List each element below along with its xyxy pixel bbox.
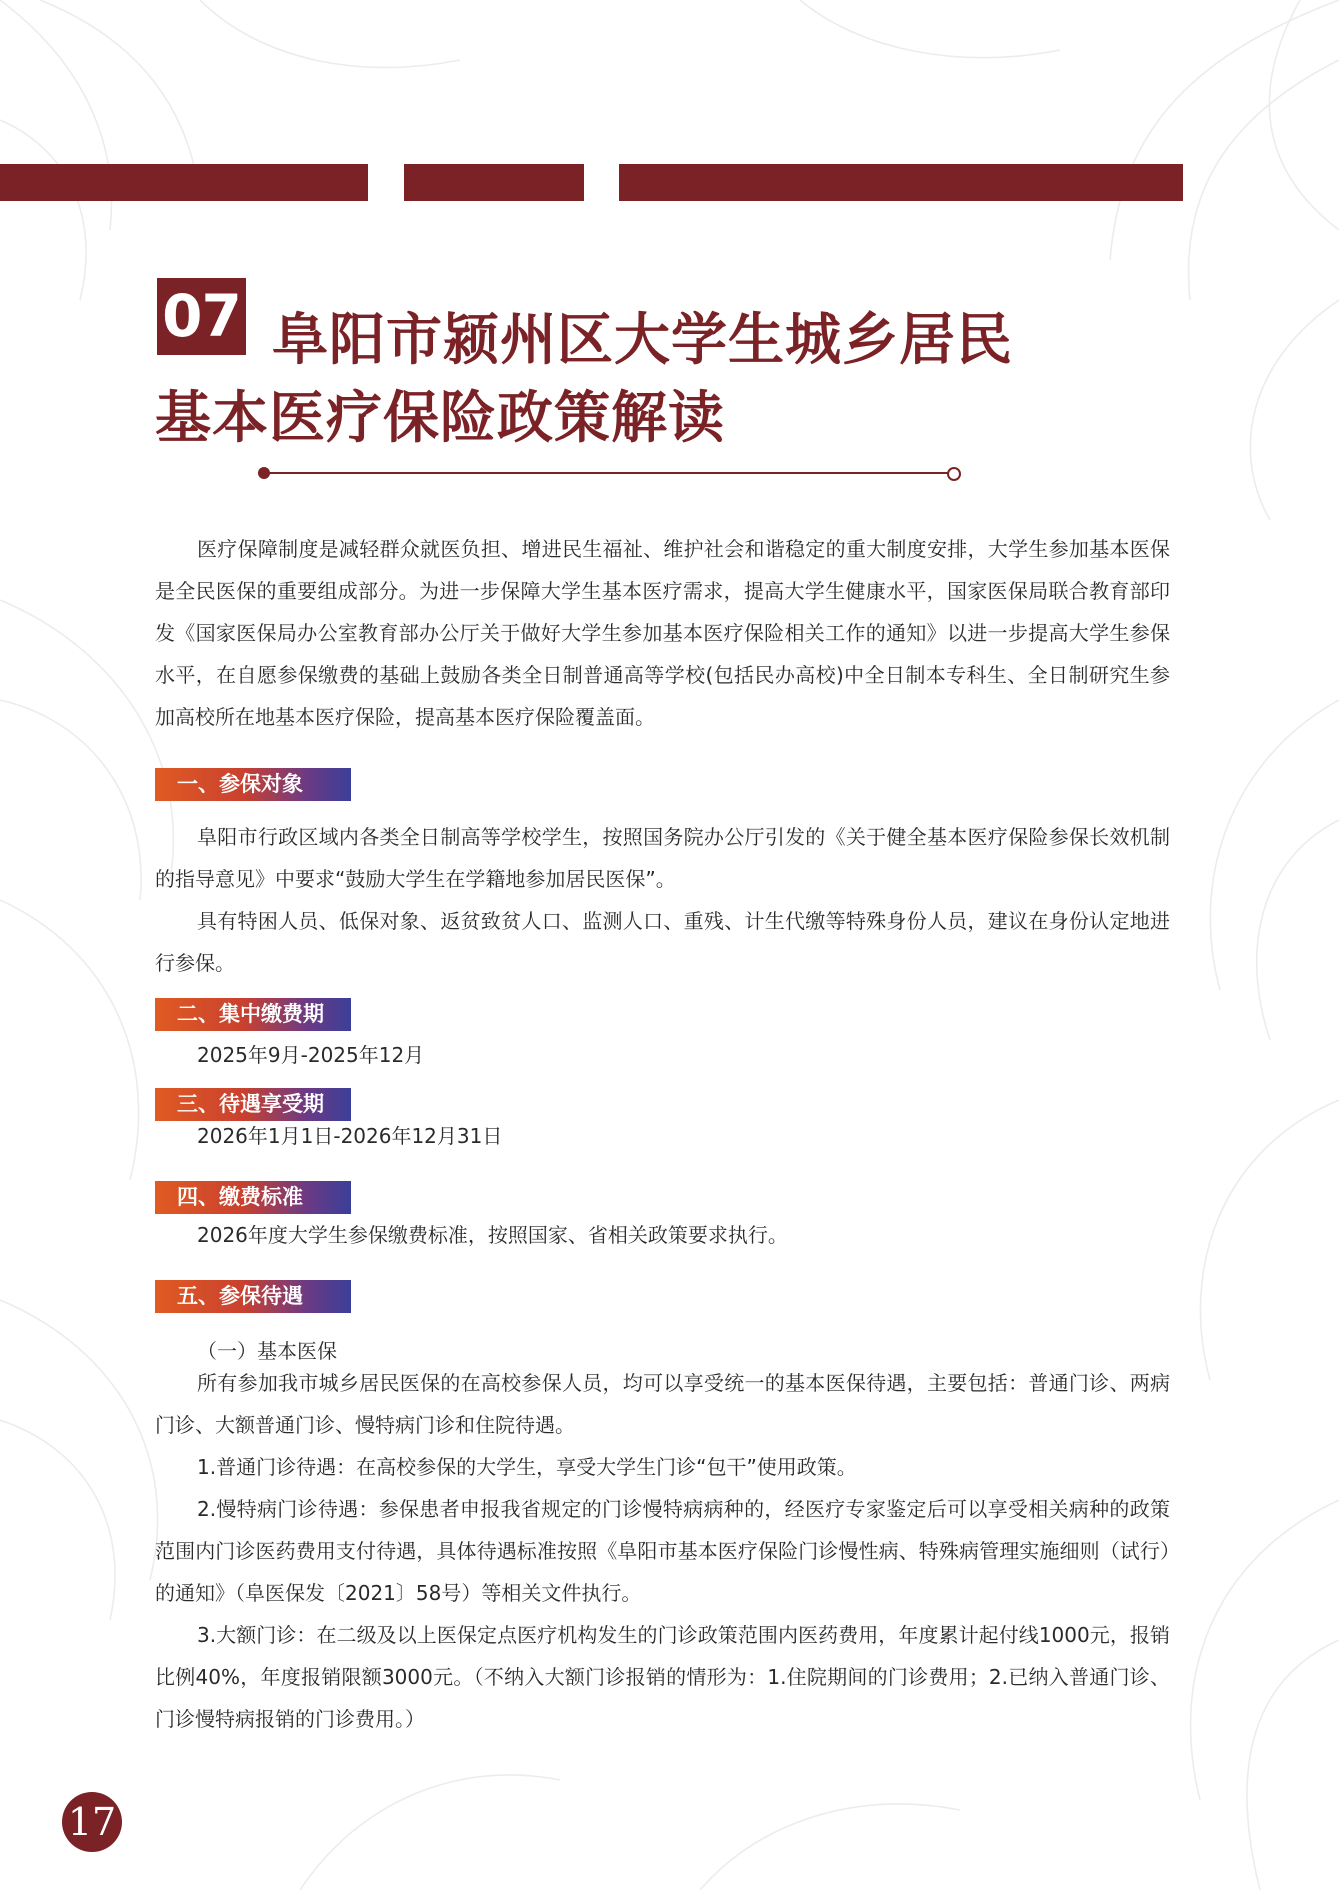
section-5-paragraph-4: 3.大额门诊：在二级及以上医保定点医疗机构发生的门诊政策范围内医药费用，年度累计起付线1000元，报销比例40%，年度报销限额3000元。（不纳入大额门诊报销的情形为：1.住院期间的门诊费用；2.已纳入普通门诊、门诊慢特病报销的门诊费用。） [155, 1623, 1170, 1731]
section-5-paragraph-1: 所有参加我市城乡居民医保的在高校参保人员，均可以享受统一的基本医保待遇，主要包括：普通门诊、两病门诊、大额普通门诊、慢特病门诊和住院待遇。 [155, 1371, 1170, 1437]
section-heading-3: 三、待遇享受期 [155, 1088, 351, 1121]
section-heading-4: 四、缴费标准 [155, 1181, 351, 1214]
section-1-paragraph-1: 阜阳市行政区域内各类全日制高等学校学生，按照国务院办公厅引发的《关于健全基本医疗保险参保长效机制的指导意见》中要求“鼓励大学生在学籍地参加居民医保”。 [155, 825, 1170, 891]
section-heading-2: 二、集中缴费期 [155, 998, 351, 1031]
section-heading-5: 五、参保待遇 [155, 1280, 351, 1313]
intro-paragraph: 医疗保障制度是减轻群众就医负担、增进民生福祉、维护社会和谐稳定的重大制度安排，大学生参加基本医保是全民医保的重要组成部分。为进一步保障大学生基本医疗需求，提高大学生健康水平，国家医保局联合教育部印发《国家医保局办公室教育部办公厅关于做好大学生参加基本医疗保险相关工作的通知》以进一步提高大学生参保水平，在自愿参保缴费的基础上鼓励各类全日制普通高等学校(包括民办高校)中全日制本专科生、全日制研究生参加高校所在地基本医疗保险，提高基本医疗保险覆盖面。 [155, 537, 1170, 729]
header-bar-segment-1 [0, 164, 368, 201]
section-5-subheading: （一）基本医保 [197, 1339, 337, 1363]
header-bar-segment-3 [619, 164, 1183, 201]
section-2-text: 2025年9月-2025年12月 [197, 1043, 425, 1067]
header-bar-segment-2 [404, 164, 584, 201]
page-number: 17 [62, 1792, 122, 1852]
page-title-line1: 阜阳市颍州区大学生城乡居民 [272, 308, 1013, 373]
chapter-number: 07 [157, 278, 246, 355]
page-title-line2: 基本医疗保险政策解读 [155, 386, 725, 451]
section-5-paragraph-3: 2.慢特病门诊待遇：参保患者申报我省规定的门诊慢特病病种的，经医疗专家鉴定后可以享受相关病种的政策范围内门诊医药费用支付待遇，具体待遇标准按照《阜阳市基本医疗保险门诊慢性病、特殊病管理实施细则（试行）的通知》（阜医保发〔2021〕58号）等相关文件执行。 [155, 1497, 1170, 1605]
divider-dot-left [258, 467, 270, 479]
section-4-text: 2026年度大学生参保缴费标准，按照国家、省相关政策要求执行。 [197, 1223, 788, 1247]
title-divider [258, 466, 961, 480]
section-5-paragraph-2: 1.普通门诊待遇：在高校参保的大学生，享受大学生门诊“包干”使用政策。 [197, 1455, 857, 1479]
divider-line [264, 472, 955, 474]
section-3-text: 2026年1月1日-2026年12月31日 [197, 1124, 503, 1148]
section-heading-1: 一、参保对象 [155, 768, 351, 801]
divider-dot-right [947, 467, 961, 481]
main-content [155, 528, 1170, 1768]
section-1-paragraph-2: 具有特困人员、低保对象、返贫致贫人口、监测人口、重残、计生代缴等特殊身份人员，建议在身份认定地进行参保。 [155, 909, 1170, 975]
